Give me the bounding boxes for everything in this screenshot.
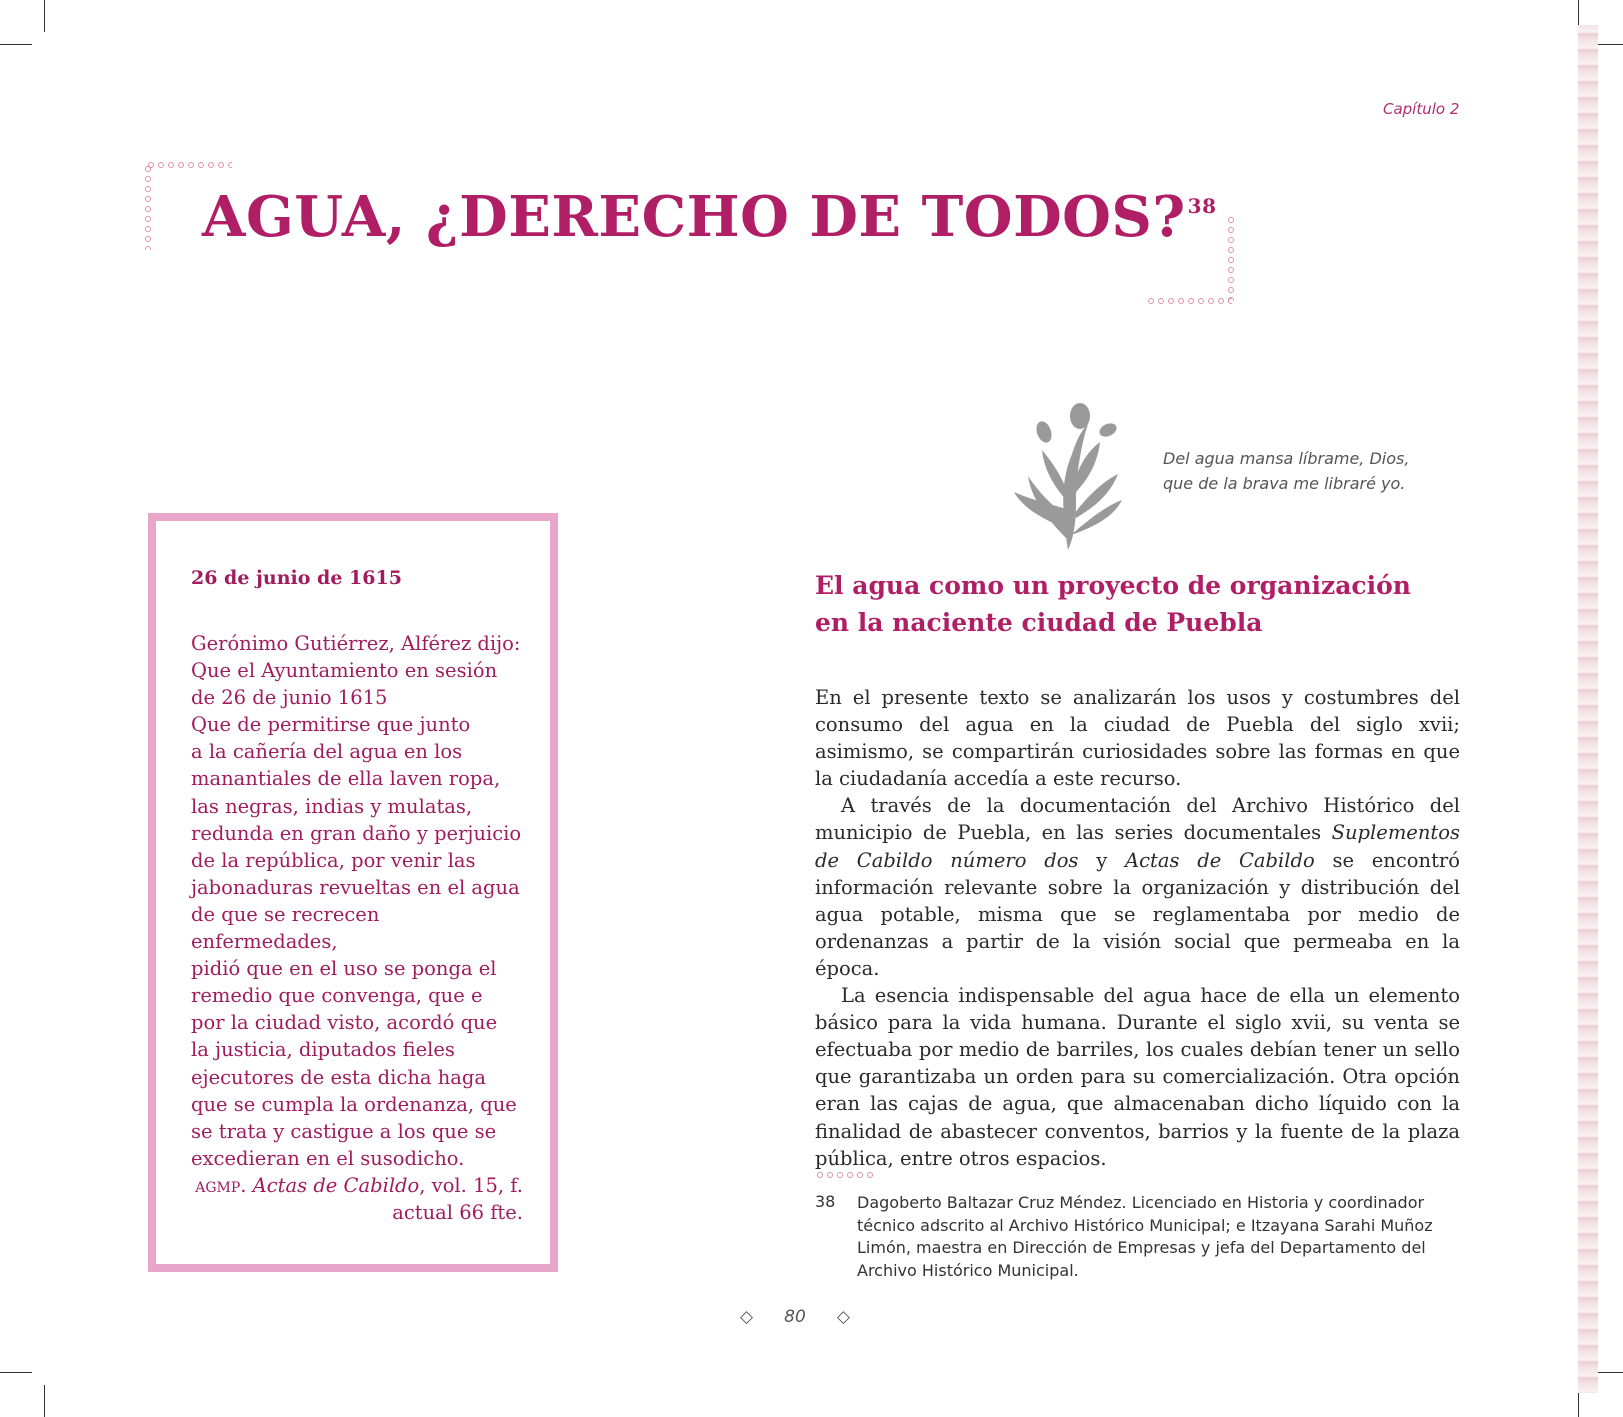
box-text [191,630,531,1172]
box-line: redunda en gran daño y perjuicio [191,821,522,845]
box-line: que se cumpla la ordenanza, que [191,1092,517,1116]
box-line: excedieran en el susodicho. [191,1146,465,1170]
crop-mark [44,1385,45,1417]
box-line: a la cañería del agua en los [191,740,463,764]
body-paragraph [815,792,1460,982]
box-line: manantiales de ella laven ropa, [191,767,501,791]
body-paragraph: En el presente texto se analizarán los usos y costumbres del consumo del agua en la ciudad de Puebla del siglo xvii; asimismo, se compartirán curiosidades sobre las formas en que la ciudadanía accedía a este recurso. [815,686,1460,791]
epigraph-line: Del agua mansa líbrame, Dios, [1163,449,1410,468]
citation-detail: , vol. 15, f. [419,1174,523,1197]
body-paragraph: La esencia indispensable del agua hace de ella un elemento básico para la vida humana. Durante el siglo xvii, su venta se efectuaba por medio de barriles, los cuales debían tener un sello que garantizaba un orden para su comercialización. Otra opción eran las cajas de agua, que almacenaban dicho líquido con la finalidad de abastecer conventos, barrios y la fuente de la plaza pública, entre otros espacios. [815,984,1460,1170]
title-ornament-bottom [1146,296,1232,306]
box-line: jabonaduras revueltas en el agua [191,875,520,899]
box-line: la justicia, diputados fieles [191,1038,455,1062]
body-text [815,684,1460,1172]
section-heading: El agua como un proyecto de organización en la naciente ciudad de Puebla [815,571,1411,637]
box-line: ejecutores de esta dicha haga [191,1065,486,1089]
page-number: 80 [784,1307,806,1327]
epigraph-line: que de la brava me libraré yo. [1163,474,1406,493]
footnote-number: 38 [815,1192,836,1211]
diamond-icon: ◇ [740,1307,754,1327]
title-ornament-right [1226,215,1236,301]
citation-detail: actual 66 fte. [392,1201,523,1224]
title-ornament-top [146,160,232,170]
footnote-text: Dagoberto Baltazar Cruz Méndez. Licenciado en Historia y coordinador técnico adscrito al Archivo Histórico Municipal; e Itzayana Sarahi Muñoz Limón, maestra en Dirección de Empresas y jefa del Departamento del Archivo Histórico Municipal. [857,1193,1433,1280]
page-title-text: AGUA, ¿DERECHO DE TODOS? [202,184,1186,250]
epigraph [1163,446,1409,496]
citation-work: Actas de Cabildo [252,1174,420,1197]
body-span: A través de la documentación del Archivo Histórico del municipio de Puebla, en las series documentales [815,794,1460,845]
crop-mark [0,1372,32,1373]
body-span: se encontró información relevante sobre la organización y distribución del agua potable, misma que se reglamentaba por medio de ordenanzas a partir de la visión social que permeaba en la época. [815,848,1460,980]
box-line: remedio que convenga, que e [191,984,483,1008]
leaf-ornament-icon [1010,402,1130,552]
box-line: Que de permitirse que junto [191,713,471,737]
box-line: de 26 de junio 1615 [191,686,388,710]
page-footer [740,1307,850,1327]
body-span: y [1078,848,1125,872]
box-line: Gerónimo Gutiérrez, Alférez dijo: [191,632,521,655]
body-italic: Suplementos de Cabildo número dos [815,821,1460,872]
citation-source: agmp. [195,1174,247,1197]
box-line: de la república, por venir las [191,848,476,872]
page-edge-texture [1578,25,1598,1393]
body-italic: Actas de Cabildo [1124,848,1315,872]
page-title [202,184,1217,250]
crop-mark [0,44,32,45]
box-line: de que se recrecen enfermedades, [191,902,380,954]
box-line: las negras, indias y mulatas, [191,794,473,818]
box-citation [191,1172,523,1226]
box-line: pidió que en el uso se ponga el [191,957,497,981]
diamond-icon: ◇ [836,1307,850,1327]
chapter-label: Capítulo 2 [1383,100,1460,118]
title-ornament-left [143,164,153,250]
crop-mark [44,0,45,32]
box-line: Que el Ayuntamiento en sesión [191,659,498,683]
box-line: por la ciudad visto, acordó que [191,1011,498,1035]
footnote-ornament [815,1170,873,1180]
box-date: 26 de junio de 1615 [191,567,402,589]
box-line: se trata y castigue a los que se [191,1119,497,1143]
title-footnote-ref: 38 [1187,194,1217,218]
